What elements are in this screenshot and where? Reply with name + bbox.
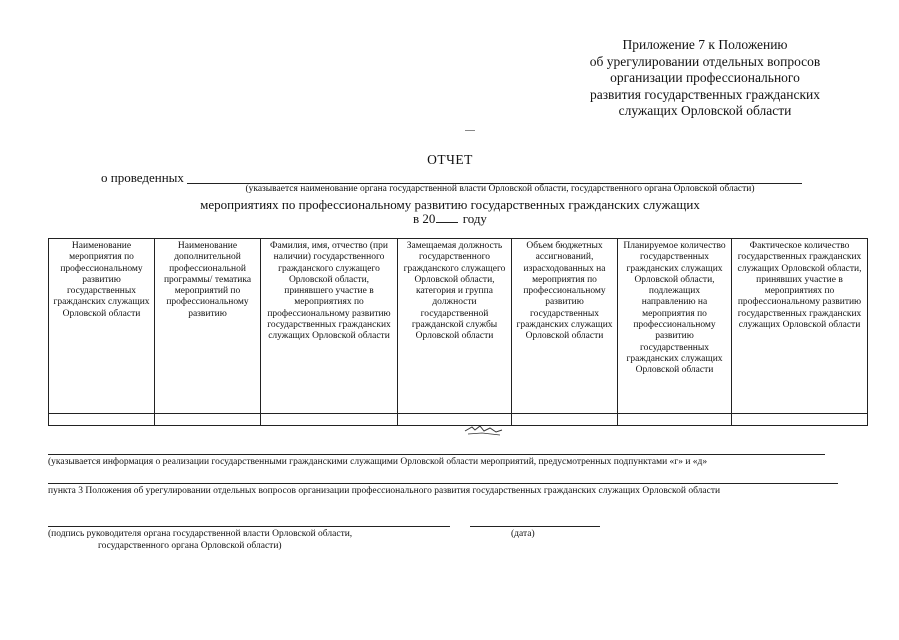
column-header-position: Замещаемая должность государственного гражданского служащего Орловской области, категория и группа должности государственной гражданской службы Орловской области xyxy=(398,239,512,414)
signature-note: (подпись руководителя органа государственной власти Орловской области, xyxy=(48,529,353,539)
table-header-row xyxy=(49,239,868,414)
report-year xyxy=(380,211,520,227)
about-label: о проведенных xyxy=(101,170,184,185)
table-cell xyxy=(618,414,732,426)
appendix-line: об урегулировании отдельных вопросов xyxy=(589,53,821,69)
report-subtitle: мероприятиях по профессиональному развитию государственных гражданских служащих xyxy=(200,197,700,212)
date-blank-line xyxy=(470,526,600,527)
appendix-line: служащих Орловской области xyxy=(618,103,792,118)
year-suffix: году xyxy=(462,211,487,226)
column-header-actual-count: Фактическое количество государственных гражданских служащих Орловской области, принявших участие в мероприятиях по профессиональному развитию государственных гражданских служащих Орловской области xyxy=(732,239,868,414)
column-header-employee-name: Фамилия, имя, отчество (при наличии) государственного гражданского служащего Орловской области, принявшего участие в мероприятиях по профессиональному развитию государственных гражданских служащих Орловской области xyxy=(261,239,398,414)
scan-mark xyxy=(465,130,475,131)
table-cell xyxy=(155,414,261,426)
year-blank xyxy=(436,222,458,223)
column-header-event-name: Наименование мероприятия по профессиональному развитию государственных гражданских служащих Орловской области xyxy=(49,239,155,414)
report-table xyxy=(48,238,868,426)
signature-blank-line xyxy=(48,526,450,527)
column-header-budget: Объем бюджетных ассигнований, израсходованных на мероприятия по профессиональному развитию государственных гражданских служащих Орловской области xyxy=(512,239,618,414)
table-cell xyxy=(512,414,618,426)
appendix-line: развития государственных гражданских xyxy=(589,86,821,102)
handwritten-scribble xyxy=(462,422,506,438)
year-prefix: в 20 xyxy=(413,211,436,226)
info-note-continued: пункта 3 Положения об урегулировании отдельных вопросов организации профессионального развития государственных гражданских служащих Орловской области xyxy=(48,486,721,496)
info-blank-line-2 xyxy=(48,483,838,484)
organ-name-note: (указывается наименование органа государственной власти Орловской области, государственного органа Орловской области) xyxy=(245,184,755,194)
signature-note-continued: государственного органа Орловской области) xyxy=(98,541,282,551)
date-note: (дата) xyxy=(511,529,535,539)
table-cell xyxy=(49,414,155,426)
report-title: ОТЧЕТ xyxy=(427,152,473,167)
appendix-line: организации профессионального xyxy=(610,70,800,85)
appendix-header xyxy=(560,37,850,120)
column-header-planned-count: Планируемое количество государственных гражданских служащих Орловской области, подлежащих направлению на мероприятия по профессиональному развитию государственных гражданских служащих Орловской области xyxy=(618,239,732,414)
table-cell xyxy=(261,414,398,426)
table-row xyxy=(49,414,868,426)
info-blank-line xyxy=(48,454,825,455)
info-note: (указывается информация о реализации государственными гражданскими служащими Орловской области мероприятий, предусмотренных подпунктами «г» и «д» xyxy=(48,457,708,467)
table-cell xyxy=(732,414,868,426)
column-header-program: Наименование дополнительной профессиональной программы/ тематика мероприятий по профессиональному развитию xyxy=(155,239,261,414)
appendix-line: Приложение 7 к Положению xyxy=(622,37,788,52)
